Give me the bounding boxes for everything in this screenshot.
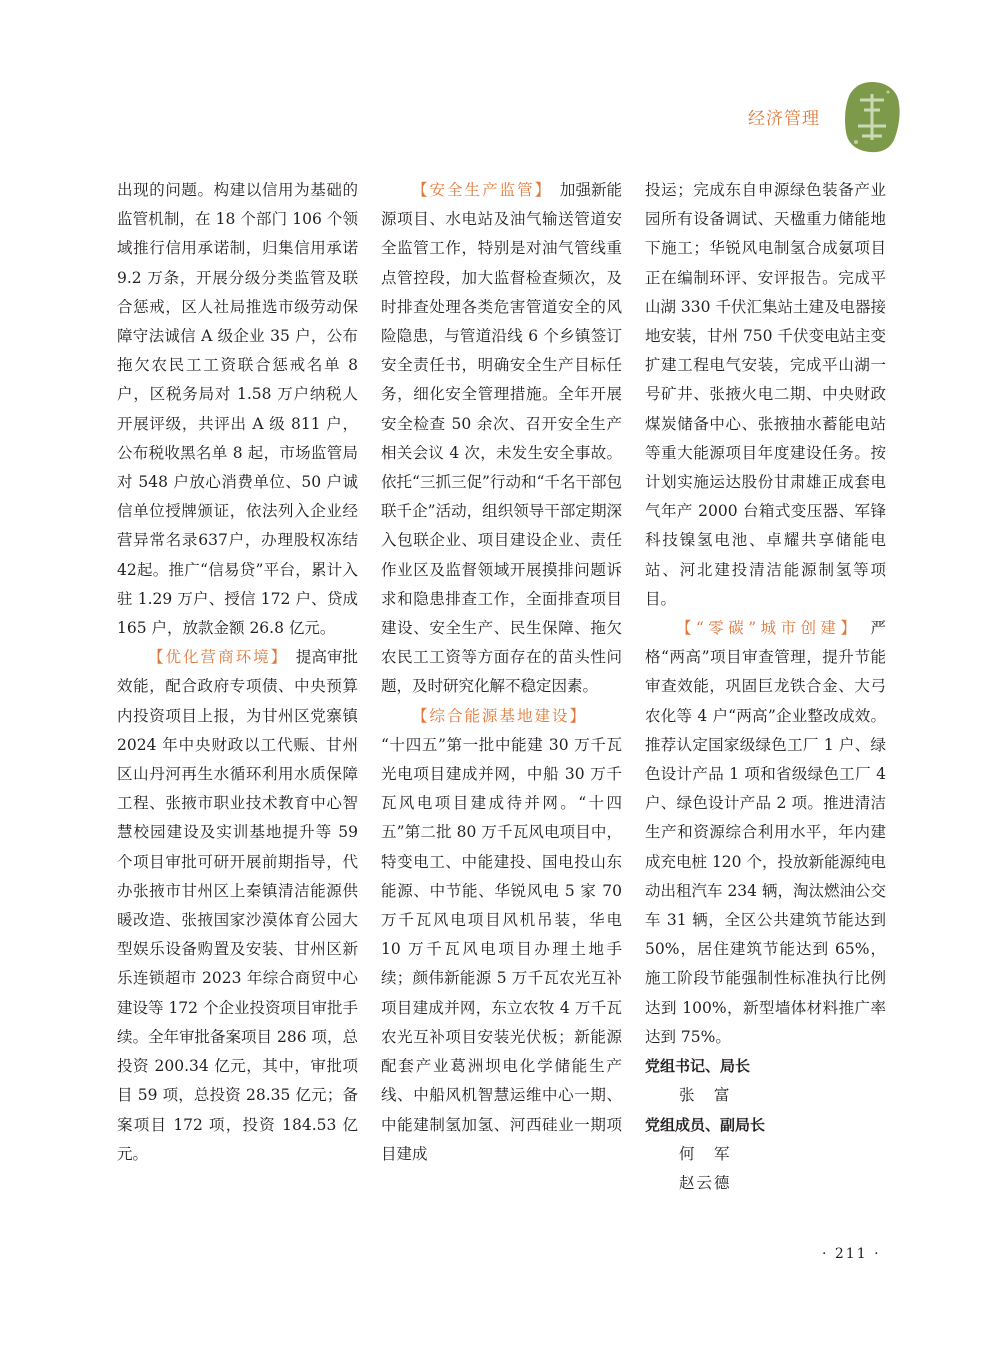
paragraph bbox=[117, 643, 358, 1169]
person-name: 赵云德 bbox=[679, 1173, 732, 1192]
section-header: 经济管理 bbox=[748, 109, 820, 129]
paragraph-text: 加强新能源项目、水电站及油气输送管道安全监管工作，特别是对油气管线重点管控段，加大监督检查频次，及时排查处理各类危害管道安全的风险隐患，与管道沿线 6 个乡镇签订安全责任书，明确安全生产目标任务，细化安全管理措施。全年开展安全检查 50 余次、召开安全生产相关会议 4 次，未发生安全事故。依托“三抓三促”行动和“千名干部包联千企”活动，组织领导干部定期深入包联企业、项目建设企业、责任作业区及监督领域开展摸排问题诉求和隐患排查工作，全面排查项目建设、安全生产、民生保障、拖欠农民工工资等方面存在的苗头性问题，及时研究化解不稳定因素。 bbox=[381, 181, 622, 696]
section-heading: 【安全生产监管】 bbox=[412, 181, 545, 199]
section-heading: 【优化营商环境】 bbox=[148, 648, 281, 667]
person-name: 何 军 bbox=[679, 1144, 732, 1163]
column-1 bbox=[117, 176, 358, 1169]
person-name: 张 富 bbox=[679, 1086, 732, 1105]
column-3 bbox=[645, 176, 886, 1198]
paragraph-text: “十四五”第一批中能建 30 万千瓦光电项目建成并网，中船 30 万千瓦风电项目建成待并网。“十四五”第二批 80 万千瓦风电项目中，特变电工、中能建投、国电投山东能源、中节能、华锐风电 5 家 70 万千瓦风电项目风机吊装，华电 10 万千瓦风电项目办理土地手续；颜伟新能源 5 万千瓦农光互补项目建成并网，东立农牧 4 万千瓦农光互补项目安装光伏板；新能源配套产业葛洲坝电化学储能生产线、中船风机智慧运维中心一期、中能建制氢加氢、河西硅业一期项目建成 bbox=[381, 735, 622, 1163]
paragraph: 投运；完成东自申源绿色装备产业园所有设备调试、天楹重力储能地下施工；华锐风电制氢合成氨项目正在编制环评、安评报告。完成平山湖 330 千伏汇集站土建及电器接地安装，甘州 750 千伏变电站主变扩建工程电气安装，完成平山湖一号矿井、张掖火电二期、中央财政煤炭储备中心、张掖抽水蓄能电站等重大能源项目年度建设任务。按计划实施运达股份甘肃雄正成套电气年产 2000 台箱式变压器、军锋科技镍氢电池、卓耀共享储能电站、河北建投清洁能源制氢等项目。 bbox=[645, 181, 886, 608]
section-heading: 【综合能源基地建设】 bbox=[412, 706, 588, 725]
paragraph-text: 提高审批效能，配合政府专项债、中央预算内投资项目上报，为甘州区党寨镇 2024 年中央财政以工代赈、甘州区山丹河再生水循环利用水质保障工程、张掖市职业技术教育中心智慧校园建设及实训基地提升等 59 个项目审批可研开展前期指导，代办张掖市甘州区上秦镇清洁能源供暖改造、张掖国家沙漠体育公园大型娱乐设备购置及安装、甘州区新乐连锁超市 2023 年综合商贸中心建设等 172 个企业投资项目审批手续。全年审批备案项目 286 项，总投资 200.34 亿元，其中，审批项目 59 项，总投资 28.35 亿元；备案项目 172 项，投资 184.53 亿元。 bbox=[117, 648, 358, 1163]
section-heading: 【“零碳”城市创建】 bbox=[676, 619, 853, 638]
seal-icon bbox=[842, 80, 902, 154]
paragraph bbox=[381, 176, 622, 702]
paragraph: 出现的问题。构建以信用为基础的监管机制，在 18 个部门 106 个领域推行信用承诺制，归集信用承诺 9.2 万条，开展分级分类监管及联合惩戒，区人社局推选市级劳动保障守法诚信 A 级企业 35 户，公布拖欠农民工工资联合惩戒名单 8 户，区税务局对 1.58 万户纳税人开展评级，共评出 A 级 811 户，公布税收黑名单 8 起，市场监管局对 548 户放心消费单位、50 户诚信单位授牌颁证，依法列入企业经营异常名录637户，办理股权冻结42起。推广“信易贷”平台，累计入驻 1.29 万户、授信 172 户、贷成 165 户，放款金额 26.8 亿元。 bbox=[117, 181, 358, 638]
role-title: 党组书记、局长 bbox=[645, 1057, 751, 1076]
column-2 bbox=[381, 176, 622, 1169]
paragraph bbox=[645, 614, 886, 1052]
paragraph bbox=[381, 702, 622, 1169]
paragraph-text: 严格“两高”项目审查管理，提升节能审查效能，巩固巨龙铁合金、大弓农化等 4 户“两高”企业整改成效。推荐认定国家级绿色工厂 1 户、绿色设计产品 1 项和省级绿色工厂 4 户、绿色设计产品 2 项。推进清洁生产和资源综合利用水平，年内建成充电桩 120 个，投放新能源纯电动出租汽车 234 辆，淘汰燃油公交车 31 辆，全区公共建筑节能达到 50%，居住建筑节能达到 65%，施工阶段节能强制性标准执行比例达到 100%，新型墙体材料推广率达到 75%。 bbox=[645, 619, 886, 1046]
page-number: · 211 · bbox=[822, 1246, 881, 1262]
role-title: 党组成员、副局长 bbox=[645, 1115, 766, 1134]
